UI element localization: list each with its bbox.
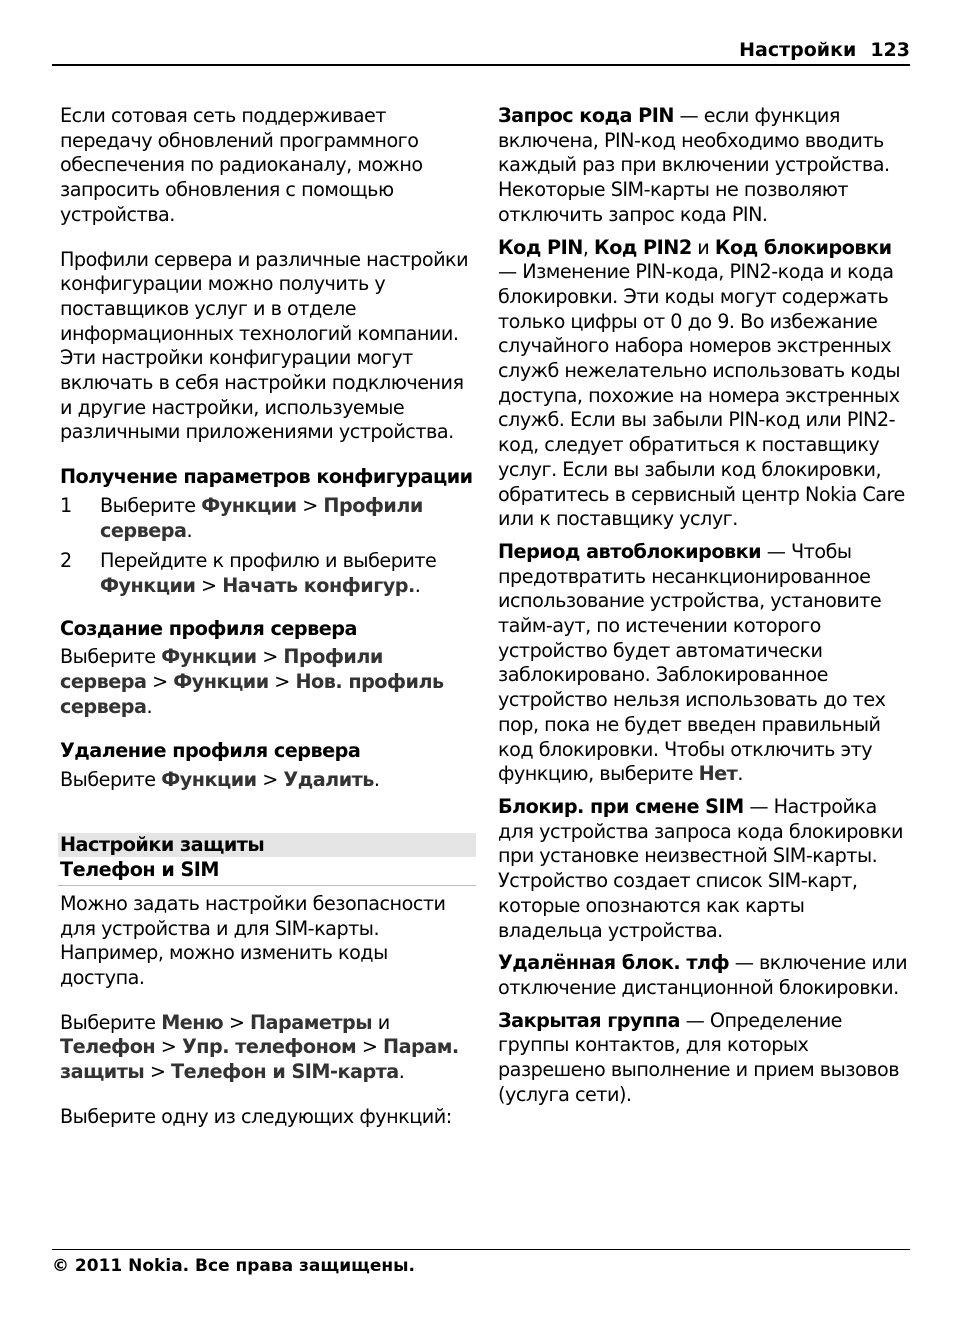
text-segment: Выберите	[60, 645, 162, 669]
ui-term: Функции	[161, 645, 257, 669]
text-segment: Профили сервера и различные настройки конфигурации можно получить у поставщиков услуг и в отделе информационных технологий компании. Эти настройки конфигурации могут включать в себя настройки подключения и другие настройки, используемые различными приложениями устройства.	[60, 247, 469, 444]
paragraph	[60, 768, 474, 793]
step-text	[100, 549, 474, 598]
page-header	[52, 36, 910, 66]
ui-term: Начать конфигур.	[222, 573, 415, 597]
paragraph	[60, 892, 474, 991]
subsection-heading: Телефон и SIM	[58, 857, 476, 886]
text-segment: >	[256, 768, 284, 792]
ui-term: Упр. телефоном	[181, 1035, 357, 1059]
ui-term: Функции	[173, 670, 269, 694]
paragraph	[60, 248, 474, 446]
chapter-heading: Настройки защиты	[58, 833, 476, 857]
text-segment: >	[256, 645, 284, 669]
ui-term: Телефон и SIM-карта	[171, 1060, 399, 1084]
text-segment: >	[144, 1060, 172, 1084]
ui-term: Меню	[161, 1010, 224, 1034]
text-segment: >	[223, 1010, 250, 1034]
option-term: Код блокировки	[714, 235, 892, 259]
option-term: Период автоблокировки	[498, 539, 762, 563]
text-segment: >	[296, 493, 324, 517]
ui-term: Удалить	[283, 768, 374, 792]
step-number: 1	[60, 493, 72, 517]
step-text	[100, 494, 474, 543]
header-title: Настройки	[739, 39, 857, 61]
option-term: Код PIN2	[594, 235, 692, 259]
paragraph	[498, 104, 912, 228]
text-segment: >	[356, 1035, 384, 1059]
text-segment: и	[691, 235, 715, 259]
text-segment: Выберите	[60, 768, 162, 792]
text-segment: Выберите	[60, 1010, 162, 1034]
option-term: Запрос кода PIN	[498, 104, 674, 127]
ui-term: Функции	[100, 573, 196, 597]
ui-term: Нов. профиль сервера	[60, 670, 444, 718]
steps-list	[60, 494, 474, 599]
paragraph	[498, 236, 912, 532]
ui-term: Профили сервера	[60, 645, 383, 694]
paragraph	[60, 645, 474, 719]
paragraph	[60, 104, 474, 228]
text-segment: Выберите	[100, 493, 202, 517]
option-term: Удалённая блок. тлф	[498, 951, 730, 975]
text-segment: .	[373, 768, 380, 792]
paragraph	[498, 951, 912, 1000]
paragraph	[60, 1011, 474, 1085]
section-heading: Получение параметров конфигурации	[60, 465, 473, 489]
text-segment: >	[195, 573, 223, 597]
text-segment: — если функция включена, PIN-код необходимо вводить каждый раз при включении устройства. Некоторые SIM-карты не позволяют отключить запрос кода PIN.	[498, 104, 890, 226]
text-segment: ,	[582, 235, 595, 259]
ui-term: Параметры	[250, 1010, 373, 1034]
left-column	[60, 104, 474, 1150]
section-heading: Удаление профиля сервера	[60, 739, 361, 763]
ui-term: Нет	[698, 762, 738, 786]
text-segment: .	[414, 573, 421, 597]
list-item	[60, 549, 474, 598]
paragraph	[498, 1009, 912, 1108]
step-number: 2	[60, 549, 72, 573]
copyright-footer: © 2011 Nokia. Все права защищены.	[52, 1249, 910, 1276]
text-segment: и	[372, 1010, 390, 1034]
text-segment: Можно задать настройки безопасности для устройства и для SIM-карты. Например, можно изменить коды доступа.	[60, 891, 446, 989]
text-segment: — Чтобы предотвратить несанкционированное использование устройства, установите тайм-аут, по истечении которого устройство будет автоматически заблокировано. Заблокированное устройство нельзя использовать до тех пор, пока не будет введен правильный код блокировки. Чтобы отключить эту функцию, выберите	[498, 539, 886, 786]
text-segment: >	[146, 670, 174, 694]
text-segment: >	[268, 670, 296, 694]
section-heading: Создание профиля сервера	[60, 616, 357, 640]
text-segment: .	[186, 518, 193, 542]
ui-term: Функции	[161, 768, 257, 792]
page-number: 123	[870, 39, 910, 61]
list-item	[60, 494, 474, 543]
right-column	[498, 104, 912, 1115]
ui-term: Функции	[201, 493, 297, 517]
text-segment: >	[155, 1035, 182, 1059]
text-segment: — Настройка для устройства запроса кода блокировки при установке неизвестной SIM-карты. Устройство создает список SIM-карт, которые опознаются как карты владельца устройства.	[498, 794, 903, 942]
paragraph	[498, 795, 912, 943]
text-segment: — Изменение PIN-кода, PIN2-кода и кода блокировки. Эти коды могут содержать только цифры от 0 до 9. Во избежание случайного набора номеров экстренных служб нежелательно использовать коды доступа, похожие на номера экстренных служб. Если вы забыли PIN-код или PIN2-код, следует обратиться к поставщику услуг. Если вы забыли код блокировки, обратитесь в сервисный центр Nokia Care или к поставщику услуг.	[498, 260, 905, 531]
text-segment: — включение или отключение дистанционной блокировки.	[498, 951, 908, 999]
text-segment: Выберите одну из следующих функций:	[60, 1104, 452, 1128]
text-segment: .	[737, 762, 743, 786]
ui-term: Телефон	[60, 1035, 156, 1059]
option-term: Код PIN	[498, 235, 583, 259]
text-segment: — Определение группы контактов, для которых разрешено выполнение и прием вызовов (услуга сети).	[498, 1008, 900, 1106]
text-segment: .	[146, 694, 153, 718]
paragraph	[498, 540, 912, 787]
option-term: Блокир. при смене SIM	[498, 794, 744, 818]
ui-term: Парам. защиты	[60, 1035, 459, 1084]
text-segment: Перейдите к профилю и выберите	[100, 549, 437, 573]
paragraph	[60, 1105, 474, 1130]
text-segment: .	[398, 1060, 405, 1084]
text-segment: Если сотовая сеть поддерживает передачу обновлений программного обеспечения по радиоканалу, можно запросить обновления с помощью устройства.	[60, 104, 423, 226]
option-term: Закрытая группа	[498, 1008, 680, 1032]
ui-term: Профили сервера	[100, 493, 423, 542]
